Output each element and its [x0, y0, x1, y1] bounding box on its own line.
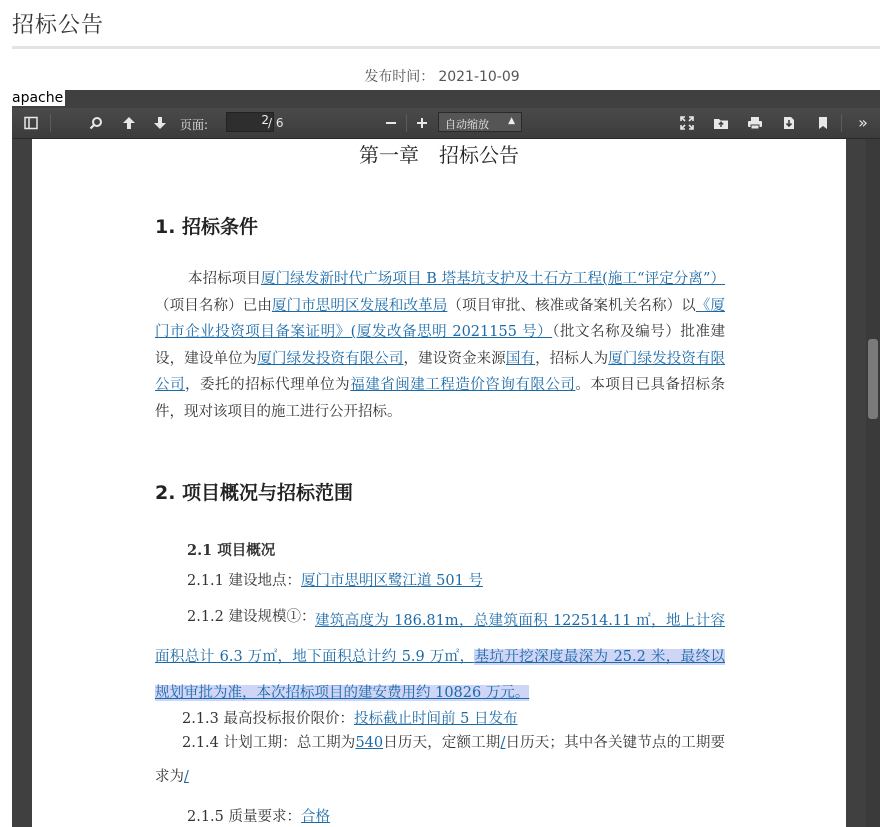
text: （批文名称及编号）批准建设，建设单位为	[155, 324, 726, 367]
item-2-1-2-label: 2.1.2 建设规模①：	[187, 609, 316, 625]
construction-scale-highlighted: 基坑开挖深度最深为 25.2 米，最终以规划审批为准，本次招标项目的建安费用约 10826 万元。	[155, 649, 725, 701]
quality-requirement: 合格	[301, 809, 331, 825]
search-icon[interactable]	[84, 111, 108, 135]
page-total: / 6	[268, 116, 284, 130]
label: 2.1.5 质量要求：	[187, 809, 302, 825]
text: 日历天，定额工期	[383, 735, 501, 751]
minus-icon[interactable]	[379, 111, 403, 135]
plus-icon[interactable]	[410, 111, 434, 135]
price-limit: 投标截止时间前 5 日发布	[354, 711, 518, 727]
approval-doc: 《厦门市企业投资项目备案证明》(厦发改备思明 2021155 号）	[155, 297, 726, 340]
sidebar-toggle-icon[interactable]	[19, 111, 43, 135]
text: （项目审批、核准或备案机关名称）以	[447, 297, 696, 314]
select-arrows-icon: ▲	[508, 116, 515, 126]
pdf-toolbar	[12, 108, 880, 139]
label: 2.1.1 建设地点：	[187, 573, 302, 589]
scrollbar-thumb[interactable]	[868, 339, 878, 419]
apache-label: apache	[12, 90, 64, 106]
chapter-title: 第一章 招标公告	[359, 143, 519, 167]
label: 2.1.4 计划工期：总工期为	[182, 735, 356, 751]
arrow-down-icon[interactable]	[148, 111, 172, 135]
text: （项目名称）已由	[155, 297, 272, 314]
arrow-up-icon[interactable]	[117, 111, 141, 135]
key-node-duration: /	[184, 769, 189, 785]
publish-date: 2021-10-09	[438, 69, 520, 85]
construction-scale: 建筑高度为 186.81m，总建筑面积 122514.11 ㎡，地上计容面积总计 6.3 万㎡，地下面积总计约 5.9 万㎡，	[155, 613, 725, 665]
pdf-viewer	[12, 90, 880, 827]
download-icon[interactable]	[777, 111, 801, 135]
publish-info	[0, 66, 880, 86]
title-divider	[12, 46, 880, 49]
zoom-select[interactable]	[438, 112, 522, 132]
text: ，建设资金来源	[403, 350, 506, 367]
publish-label: 发布时间：	[364, 69, 435, 85]
section-2-title: 2. 项目概况与招标范围	[155, 482, 354, 504]
toolbar-separator	[406, 114, 407, 132]
section-1-paragraph	[155, 266, 725, 425]
more-tools-icon[interactable]: »	[858, 113, 868, 132]
item-2-1-2-paragraph	[155, 603, 725, 711]
total-duration: 540	[355, 735, 384, 751]
fund-source: 国有	[505, 350, 536, 367]
quota-duration: /	[500, 735, 506, 751]
open-file-icon[interactable]	[709, 111, 733, 135]
toolbar-separator	[50, 114, 51, 132]
text: 日历天；其中各关键节点的工期要求为	[155, 735, 726, 785]
zoom-value: 自动缩放	[445, 118, 489, 131]
agent: 福建省闽建工程造价咨询有限公司	[350, 377, 576, 393]
project-name: 厦门绿发新时代广场项目 B 塔基坑支护及土石方工程(施工“评定分离”）	[260, 271, 725, 287]
section-1-title: 1. 招标条件	[155, 216, 259, 238]
scrollbar[interactable]	[866, 139, 880, 827]
text: ，委托的招标代理单位为	[185, 377, 351, 393]
text: 。本项目已具备招标条件，现对该项目的施工进行公开招标。	[155, 377, 726, 420]
print-icon[interactable]	[743, 111, 767, 135]
item-2-1-1	[187, 569, 483, 590]
page-number-input[interactable]: 2	[226, 112, 274, 132]
construction-site: 厦门市思明区鹭江道 501 号	[301, 573, 483, 589]
fullscreen-icon[interactable]	[675, 111, 699, 135]
label: 2.1.3 最高投标报价限价：	[182, 711, 355, 727]
subsection-2-1-title: 2.1 项目概况	[187, 542, 276, 559]
text: 本招标项目	[188, 271, 261, 287]
page-title: 招标公告	[12, 13, 105, 38]
approver: 厦门市思明区发展和改革局	[271, 297, 448, 314]
item-2-1-3	[182, 707, 517, 728]
builder: 厦门绿发投资有限公司	[257, 350, 404, 367]
tenderer: 厦门绿发投资有限公司	[155, 350, 726, 393]
item-2-1-4-paragraph	[155, 726, 725, 794]
bookmark-icon[interactable]	[811, 111, 835, 135]
page-label: 页面:	[180, 118, 209, 132]
pdf-page	[32, 139, 846, 827]
toolbar-separator	[841, 114, 842, 132]
item-2-1-5	[187, 805, 330, 826]
text: ，招标人为	[535, 350, 609, 367]
